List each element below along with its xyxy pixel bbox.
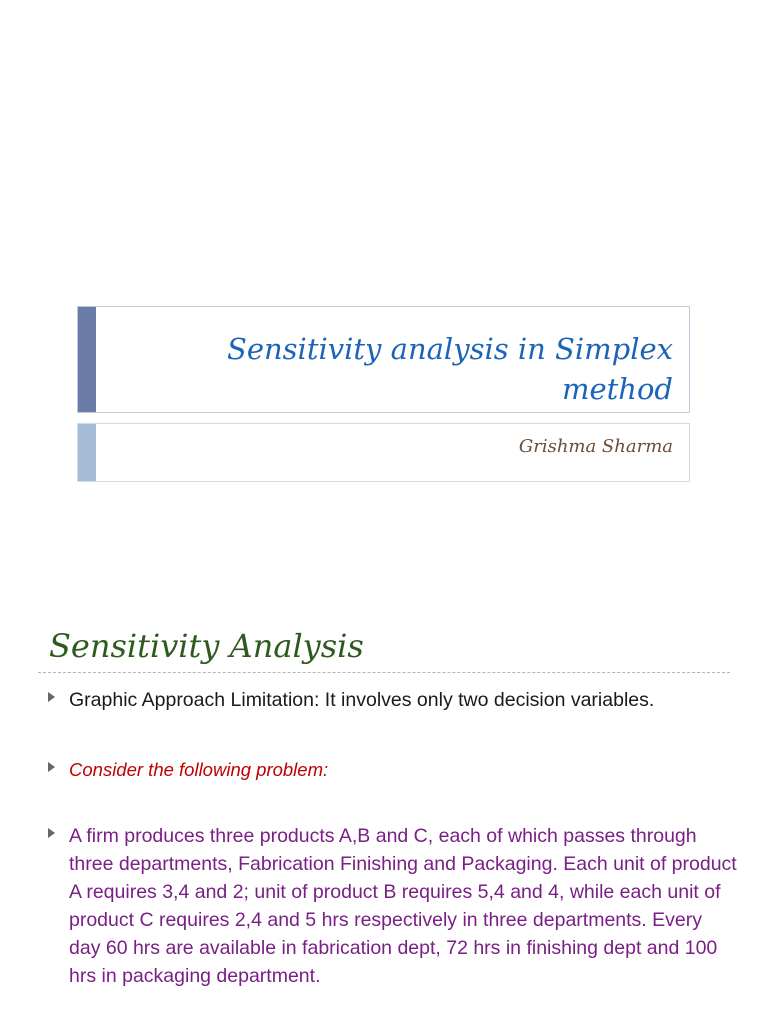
bullet-text: Graphic Approach Limitation: It involves only two decision variables. [69,689,655,711]
bullet-item [48,756,738,784]
content-slide [0,576,768,1024]
bullet-item [48,686,738,714]
slide-title: Sensitivity analysis in Simplex method [226,332,673,406]
slide-heading: Sensitivity Analysis [49,627,364,665]
heading-divider [38,672,730,673]
subtitle-box [77,423,690,482]
bullet-arrow-icon [48,692,55,702]
bullet-arrow-icon [48,828,55,838]
author-name: Grishma Sharma [518,436,673,457]
bullet-arrow-icon [48,762,55,772]
bullet-text: Consider the following problem: [69,759,329,780]
bullet-item [48,822,738,990]
title-box [77,306,690,413]
bullet-text: A firm produces three products A,B and C, each of which passes through three departments, Fabrication Finishing and Packaging. Each unit of product A requires 3,4 and 2; unit of product B requires 5,4 and 4, while each unit of product C requires 2,4 and 5 hrs respectively in three departments. Every day 60 hrs are available in fabrication dept, 72 hrs in finishing dept and 100 hrs in packaging department. [69,825,737,987]
subtitle-accent-bar [78,424,96,481]
title-accent-bar [78,307,96,412]
